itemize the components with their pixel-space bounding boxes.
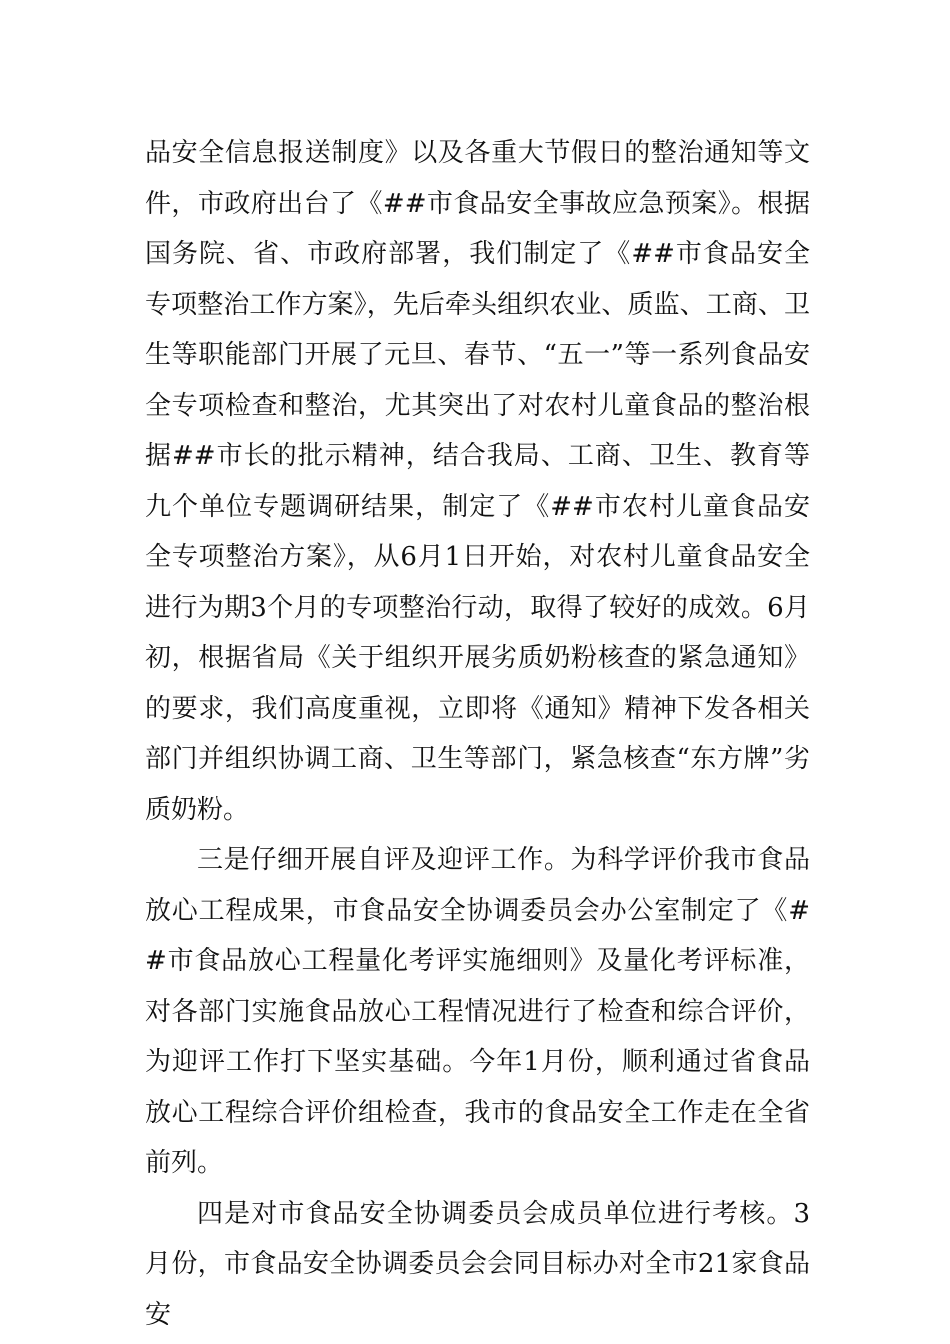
paragraph-self-evaluation: 三是仔细开展自评及迎评工作。为科学评价我市食品放心工程成果，市食品安全协调委员会办公室制定了《##市食品放心工程量化考评实施细则》及量化考评标准，对各部门实施食品放心工程情况进行了检查和综合评价，为迎评工作打下坚实基础。今年1月份，顺利通过省食品放心工程综合评价组检查，我市的食品安全工作走在全省前列。 xyxy=(145,845,810,1178)
paragraph-member-assessment: 四是对市食品安全协调委员会成员单位进行考核。3月份，市食品安全协调委员会会同目标办对全市21家食品安 xyxy=(145,1198,810,1330)
paragraph-continuation: 品安全信息报送制度》以及各重大节假日的整治通知等文件，市政府出台了《##市食品安全事故应急预案》。根据国务院、省、市政府部署，我们制定了《##市食品安全专项整治工作方案》，先后牵头组织农业、质监、工商、卫生等职能部门开展了元旦、春节、“五一”等一系列食品安全专项检查和整治，尤其突出了对农村儿童食品的整治根据##市长的批示精神，结合我局、工商、卫生、教育等九个单位专题调研结果，制定了《##市农村儿童食品安全专项整治方案》，从6月1日开始，对农村儿童食品安全进行为期3个月的专项整治行动，取得了较好的成效。6月初，根据省局《关于组织开展劣质奶粉核查的紧急通知》的要求，我们高度重视，立即将《通知》精神下发各相关部门并组织协调工商、卫生等部门，紧急核查“东方牌”劣质奶粉。 xyxy=(145,138,810,825)
document-body xyxy=(145,128,810,1340)
